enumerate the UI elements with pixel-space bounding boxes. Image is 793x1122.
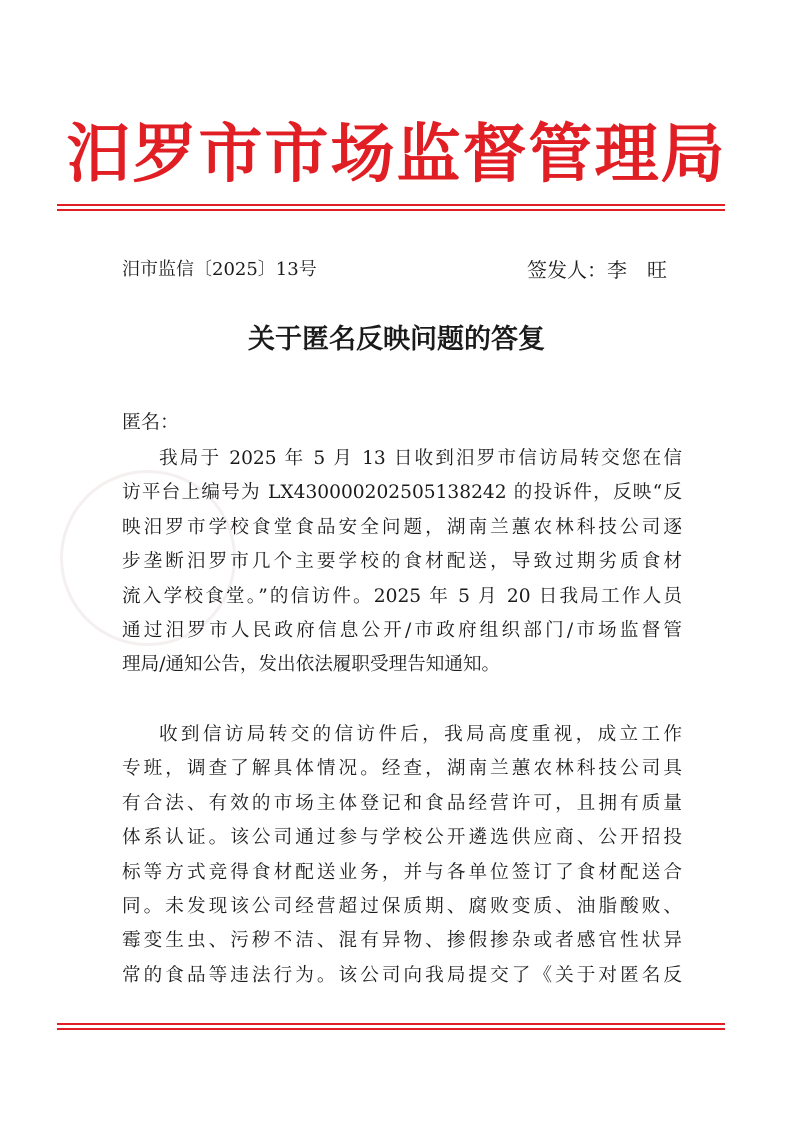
salutation: 匿名： xyxy=(122,411,180,433)
letterhead-title: 汨罗市市场监督管理局 xyxy=(66,117,727,192)
paragraph-line: 映汨罗市学校食堂食品安全问题，湖南兰蕙农林科技公司逐 xyxy=(122,516,682,538)
issuer-signatory: 签发人：李 旺 xyxy=(527,258,667,282)
footer-rule-bottom xyxy=(57,1028,725,1030)
paragraph-line: 专班，调查了解具体情况。经查，湖南兰蕙农林科技公司具 xyxy=(122,758,682,780)
letterhead-rule-bottom xyxy=(57,209,725,211)
document-number: 汨市监信〔2025〕13号 xyxy=(122,259,317,280)
paragraph-line: 霉变生虫、污秽不洁、混有异物、掺假掺杂或者感官性状异 xyxy=(122,930,682,952)
paragraph-2 xyxy=(122,718,682,993)
paragraph-line: 访平台上编号为 LX430000202505138242 的投诉件，反映“反 xyxy=(122,482,682,504)
document-title: 关于匿名反映问题的答复 xyxy=(248,324,545,355)
paragraph-line: 步垄断汨罗市几个主要学校的食材配送，导致过期劣质食材 xyxy=(122,551,682,573)
paragraph-line: 理局/通知公告，发出依法履职受理告知通知。 xyxy=(122,654,501,676)
paragraph-line: 标等方式竞得食材配送业务，并与各单位签订了食材配送合 xyxy=(122,861,682,883)
paragraph-line: 通过汨罗市人民政府信息公开/市政府组织部门/市场监督管 xyxy=(122,619,682,641)
paragraph-line: 流入学校食堂。”的信访件。2025 年 5 月 20 日我局工作人员 xyxy=(122,585,682,607)
letterhead-rule-top xyxy=(57,204,725,206)
paragraph-line: 体系认证。该公司通过参与学校公开遴选供应商、公开招投 xyxy=(122,827,682,849)
paragraph-1 xyxy=(122,442,682,683)
paragraph-line: 有合法、有效的市场主体登记和食品经营许可，且拥有质量 xyxy=(122,792,682,814)
paragraph-line: 收到信访局转交的信访件后，我局高度重视，成立工作 xyxy=(159,724,682,745)
paragraph-line: 同。未发现该公司经营超过保质期、腐败变质、油脂酸败、 xyxy=(122,895,682,917)
paragraph-line: 我局于 2025 年 5 月 13 日收到汨罗市信访局转交您在信 xyxy=(159,448,682,469)
paragraph-line: 常的食品等违法行为。该公司向我局提交了《关于对匿名反 xyxy=(122,964,682,986)
footer-rule-top xyxy=(57,1023,725,1025)
